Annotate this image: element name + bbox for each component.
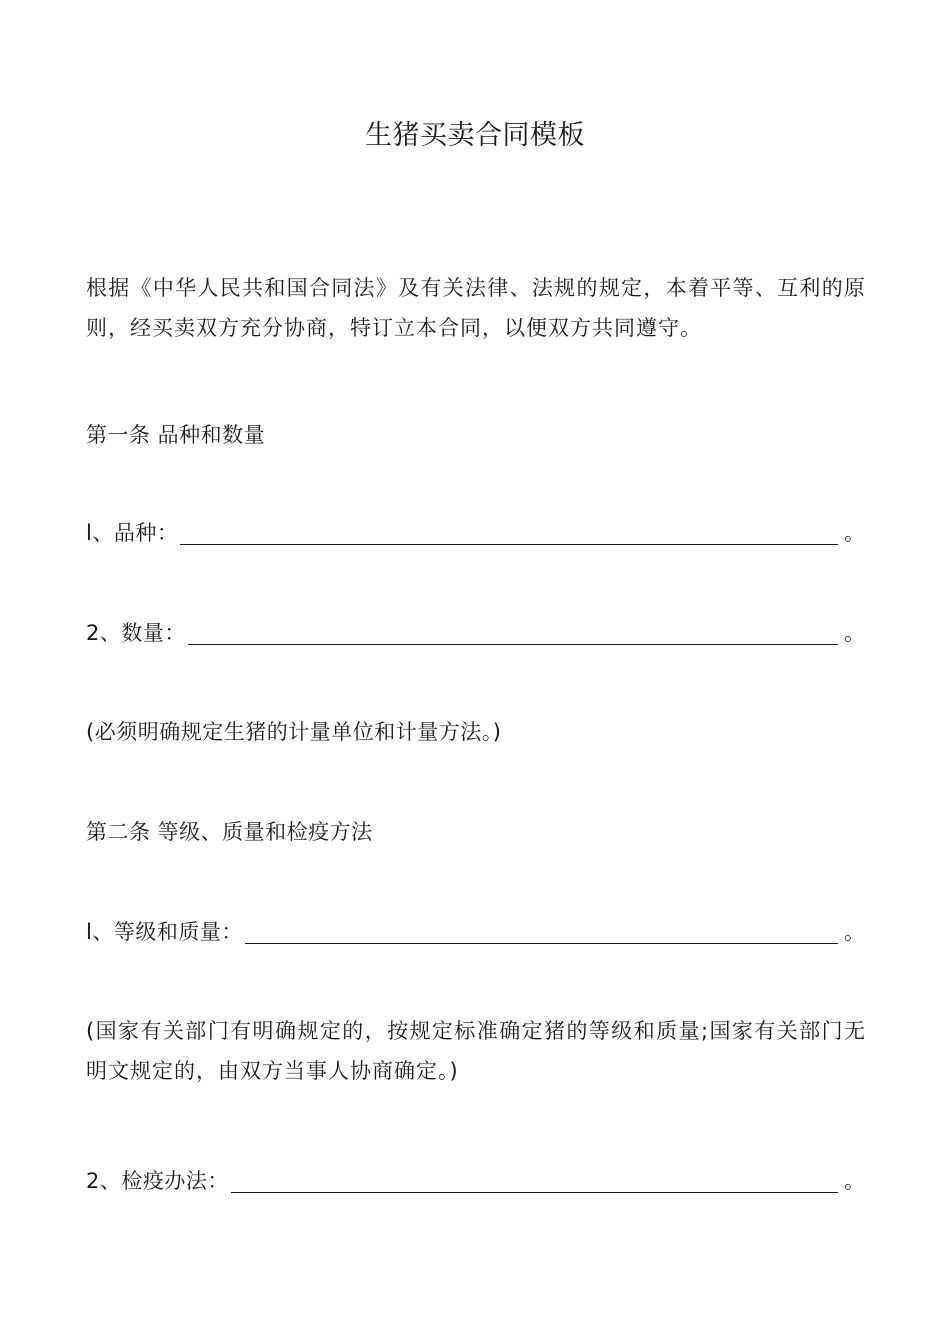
quantity-label: 2、数量： [86, 621, 186, 645]
document-title: 生猪买卖合同模板 [365, 120, 585, 151]
quarantine-blank-line[interactable] [231, 1168, 838, 1193]
grade-quality-field [86, 917, 866, 947]
variety-blank-line[interactable] [180, 520, 838, 545]
grade-quality-period: 。 [844, 920, 865, 944]
quantity-period: 。 [844, 621, 865, 645]
quantity-field [86, 618, 866, 648]
variety-period: 。 [844, 521, 865, 545]
article-2-note: (国家有关部门有明确规定的，按规定标准确定猪的等级和质量;国家有关部门无明文规定的，由双方当事人协商确定。) [86, 1019, 866, 1083]
quarantine-field [86, 1166, 866, 1196]
variety-field [86, 518, 866, 548]
intro-paragraph: 根据《中华人民共和国合同法》及有关法律、法规的规定，本着平等、互利的原则，经买卖双方充分协商，特订立本合同，以便双方共同遵守。 [86, 276, 866, 340]
article-1-heading: 第一条 品种和数量 [86, 423, 266, 447]
grade-quality-label: l、等级和质量： [86, 920, 243, 944]
quarantine-period: 。 [844, 1169, 865, 1193]
article-1-note: (必须明确规定生猪的计量单位和计量方法。) [86, 720, 502, 744]
variety-label: l、品种： [86, 521, 179, 545]
article-2-heading: 第二条 等级、质量和检疫方法 [86, 820, 373, 844]
quantity-blank-line[interactable] [188, 620, 838, 645]
quarantine-label: 2、检疫办法： [86, 1169, 229, 1193]
grade-quality-blank-line[interactable] [245, 919, 838, 944]
